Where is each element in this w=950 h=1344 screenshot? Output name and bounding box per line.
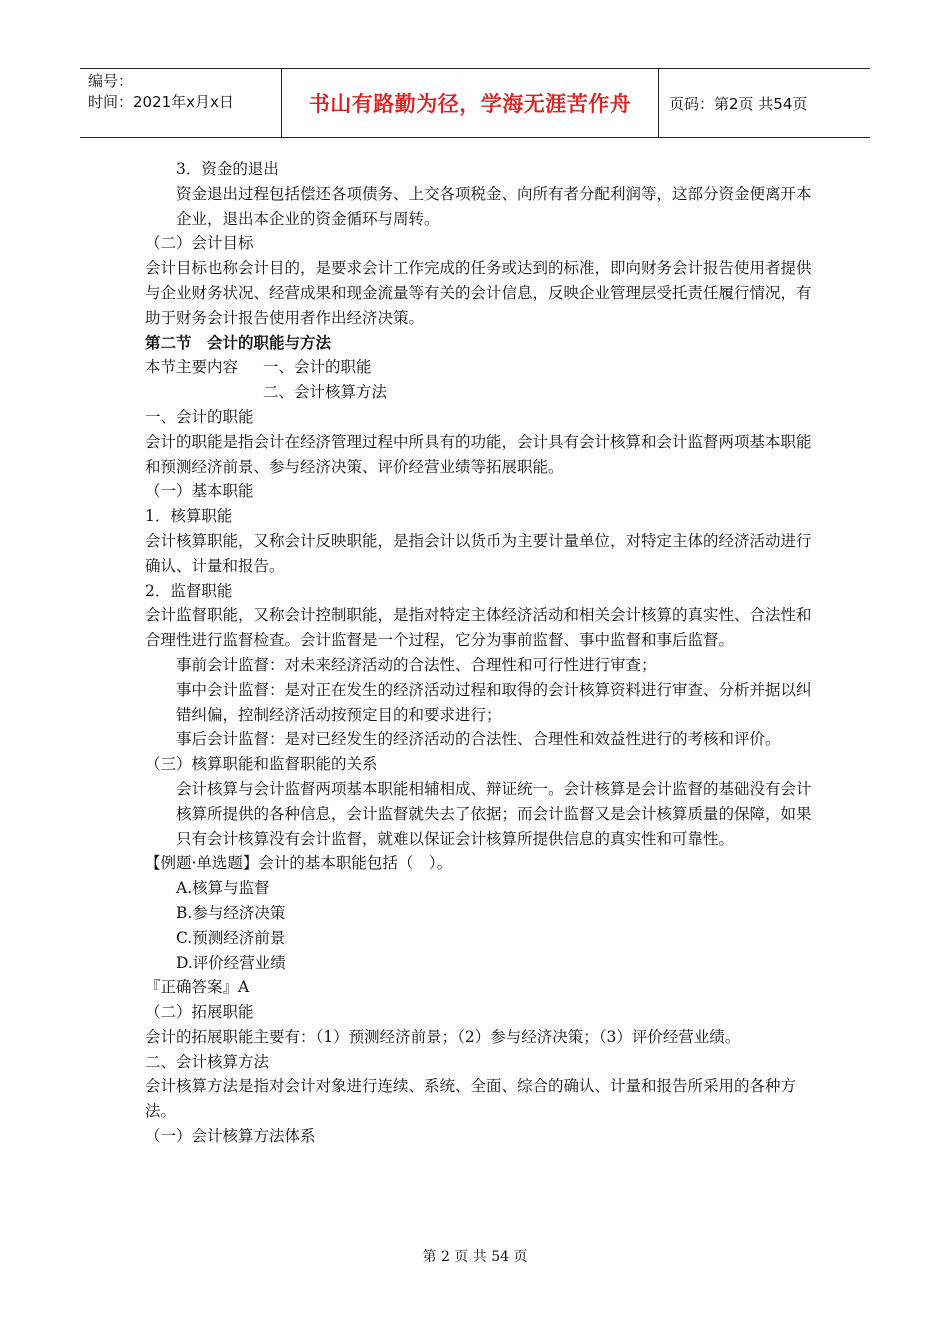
subheading: （二）拓展职能 — [145, 1003, 254, 1022]
main-content-item: 一、会计的职能 — [263, 358, 372, 377]
subheading: （一）基本职能 — [145, 482, 254, 501]
number-label: 编号： — [88, 72, 134, 90]
paragraph: 会计核算职能，又称会计反映职能，是指会计以货币为主要计量单位，对特定主体的经济活动进行确认、计量和报告。 — [145, 531, 812, 575]
paragraph: 会计的职能是指会计在经济管理过程中所具有的功能，会计具有会计核算和会计监督两项基本职能和预测经济前景、参与经济决策、评价经营业绩等拓展职能。 — [145, 432, 812, 476]
subheading: 3．资金的退出 — [176, 160, 279, 178]
subheading: 1．核算职能 — [145, 507, 233, 526]
page-footer: 第 2 页 共 54 页 — [422, 1249, 528, 1265]
subheading: （二）会计目标 — [145, 234, 254, 253]
heading: 二、会计核算方法 — [145, 1052, 270, 1071]
paragraph: 事中会计监督：是对正在发生的经济活动过程和取得的会计核算资料进行审查、分析并据以纠错纠偏，控制经济活动按预定目的和要求进行； — [176, 680, 812, 724]
paragraph: 会计监督职能，又称会计控制职能，是指对特定主体经济活动和相关会计核算的真实性、合法性和合理性进行监督检查。会计监督是一个过程，它分为事前监督、事中监督和事后监督。 — [145, 606, 812, 650]
option-b: B.参与经济决策 — [176, 903, 286, 922]
page-header — [80, 68, 870, 138]
section-title: 第二节 会计的职能与方法 — [145, 333, 332, 352]
paragraph: 会计核算与会计监督两项基本职能相辅相成、辩证统一。会计核算是会计监督的基础没有会计核算所提供的各种信息，会计监督就失去了依据；而会计监督又是会计核算质量的保障，如果只有会计核算没有会计监督，就难以保证会计核算所提供信息的真实性和可靠性。 — [176, 779, 812, 848]
header-meta-cell — [80, 69, 282, 137]
document-body — [145, 157, 813, 1149]
subheading: 2．监督职能 — [145, 581, 233, 600]
subheading: （三）核算职能和监督职能的关系 — [145, 755, 378, 774]
main-content-label: 本节主要内容 — [145, 358, 239, 377]
paragraph: 事前会计监督：对未来经济活动的合法性、合理性和可行性进行审查； — [176, 655, 657, 674]
paragraph: 会计的拓展职能主要有：（1）预测经济前景；（2）参与经济决策；（3）评价经营业绩。 — [145, 1027, 741, 1046]
subheading: （一）会计核算方法体系 — [145, 1127, 316, 1146]
paragraph: 资金退出过程包括偿还各项债务、上交各项税金、向所有者分配利润等，这部分资金便离开本企业，退出本企业的资金循环与周转。 — [176, 184, 812, 228]
motto: 书山有路勤为径，学海无涯苦作舟 — [282, 69, 659, 137]
paragraph: 事后会计监督：是对已经发生的经济活动的合法性、合理性和效益性进行的考核和评价。 — [176, 730, 781, 749]
option-d: D.评价经营业绩 — [176, 953, 286, 972]
correct-answer: 『正确答案』A — [145, 978, 250, 997]
paragraph: 会计目标也称会计目的，是要求会计工作完成的任务或达到的标准，即向财务会计报告使用者提供与企业财务状况、经营成果和现金流量等有关的会计信息，反映企业管理层受托责任履行情况，有助于财务会计报告使用者作出经济决策。 — [145, 259, 812, 327]
date-label: 时间：2021年x月x日 — [88, 93, 234, 111]
heading: 一、会计的职能 — [145, 407, 254, 426]
example-question: 【例题·单选题】会计的基本职能包括（ ）。 — [145, 854, 453, 873]
paragraph: 会计核算方法是指对会计对象进行连续、系统、全面、综合的确认、计量和报告所采用的各种方法。 — [145, 1077, 797, 1121]
header-page-info: 页码：第2页 共54页 — [669, 94, 808, 113]
main-content-item: 二、会计核算方法 — [263, 383, 388, 402]
option-a: A.核算与监督 — [176, 879, 270, 898]
main-content-list — [145, 355, 813, 380]
option-c: C.预测经济前景 — [176, 928, 286, 947]
